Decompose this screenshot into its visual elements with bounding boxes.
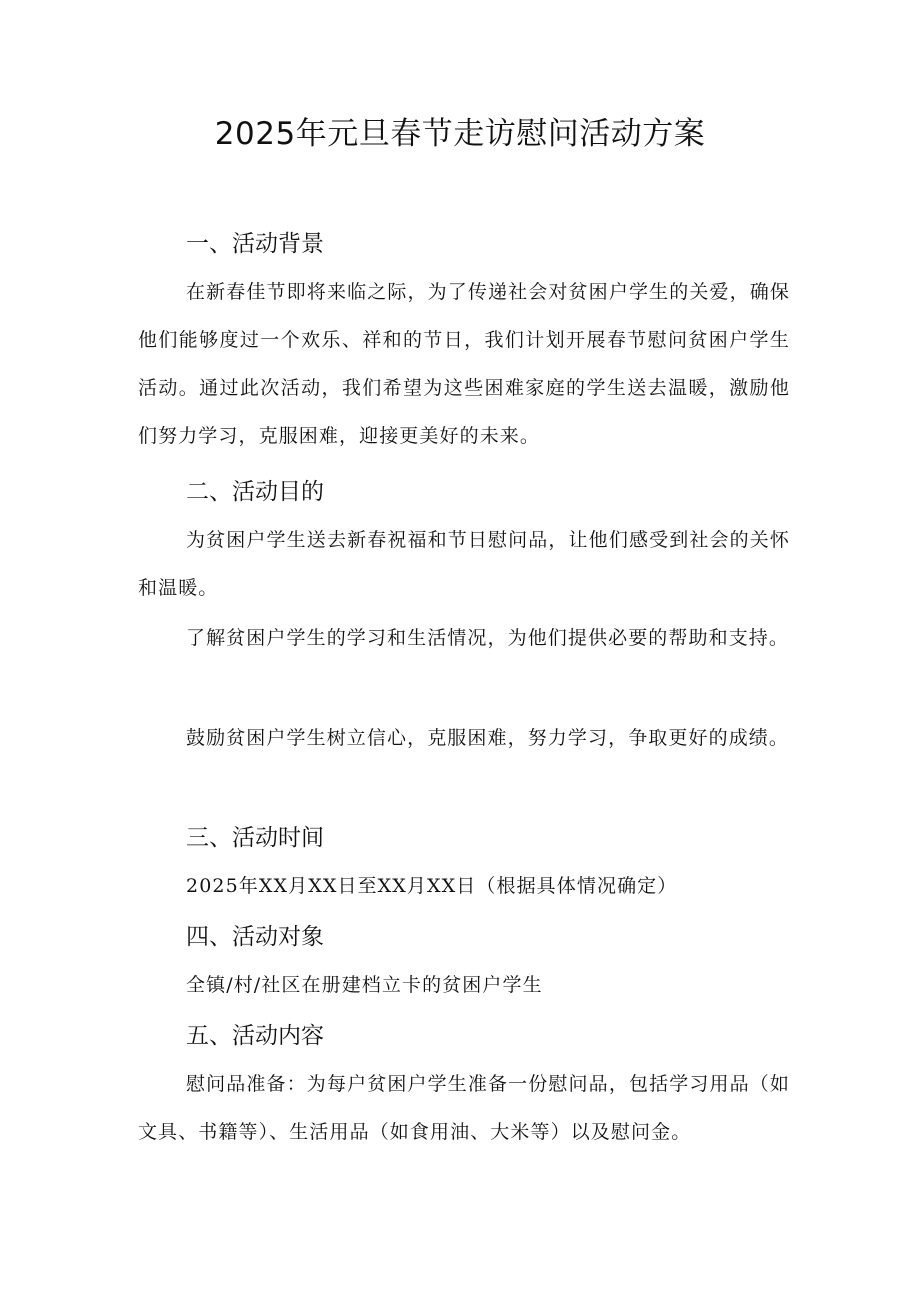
paragraph-purpose-1: 为贫困户学生送去新春祝福和节日慰问品，让他们感受到社会的关怀和温暖。: [138, 529, 790, 599]
section-heading-background: 一、活动背景: [186, 231, 324, 257]
paragraph-background: 在新春佳节即将来临之际，为了传递社会对贫困户学生的关爱，确保他们能够度过一个欢乐、祥和的节日，我们计划开展春节慰问贫困户学生活动。通过此次活动，我们希望为这些困难家庭的学生送去温暖，激励他们努力学习，克服困难，迎接更美好的未来。: [138, 281, 790, 447]
paragraph-content-1: 慰问品准备：为每户贫困户学生准备一份慰问品，包括学习用品（如文具、书籍等）、生活用品（如食用油、大米等）以及慰问金。: [138, 1073, 790, 1143]
section-heading-target: 四、活动对象: [186, 924, 324, 950]
paragraph-purpose-3: 鼓励贫困户学生树立信心，克服困难，努力学习，争取更好的成绩。: [186, 727, 790, 749]
document-title: 2025年元旦春节走访慰问活动方案: [214, 116, 706, 152]
paragraph-time: 2025年XX月XX日至XX月XX日（根据具体情况确定）: [186, 875, 678, 897]
paragraph-purpose-2: 了解贫困户学生的学习和生活情况，为他们提供必要的帮助和支持。: [186, 627, 790, 649]
section-heading-purpose: 二、活动目的: [186, 479, 324, 505]
section-heading-time: 三、活动时间: [186, 825, 324, 851]
section-heading-content: 五、活动内容: [186, 1023, 324, 1049]
paragraph-target: 全镇/村/社区在册建档立卡的贫困户学生: [186, 974, 543, 996]
